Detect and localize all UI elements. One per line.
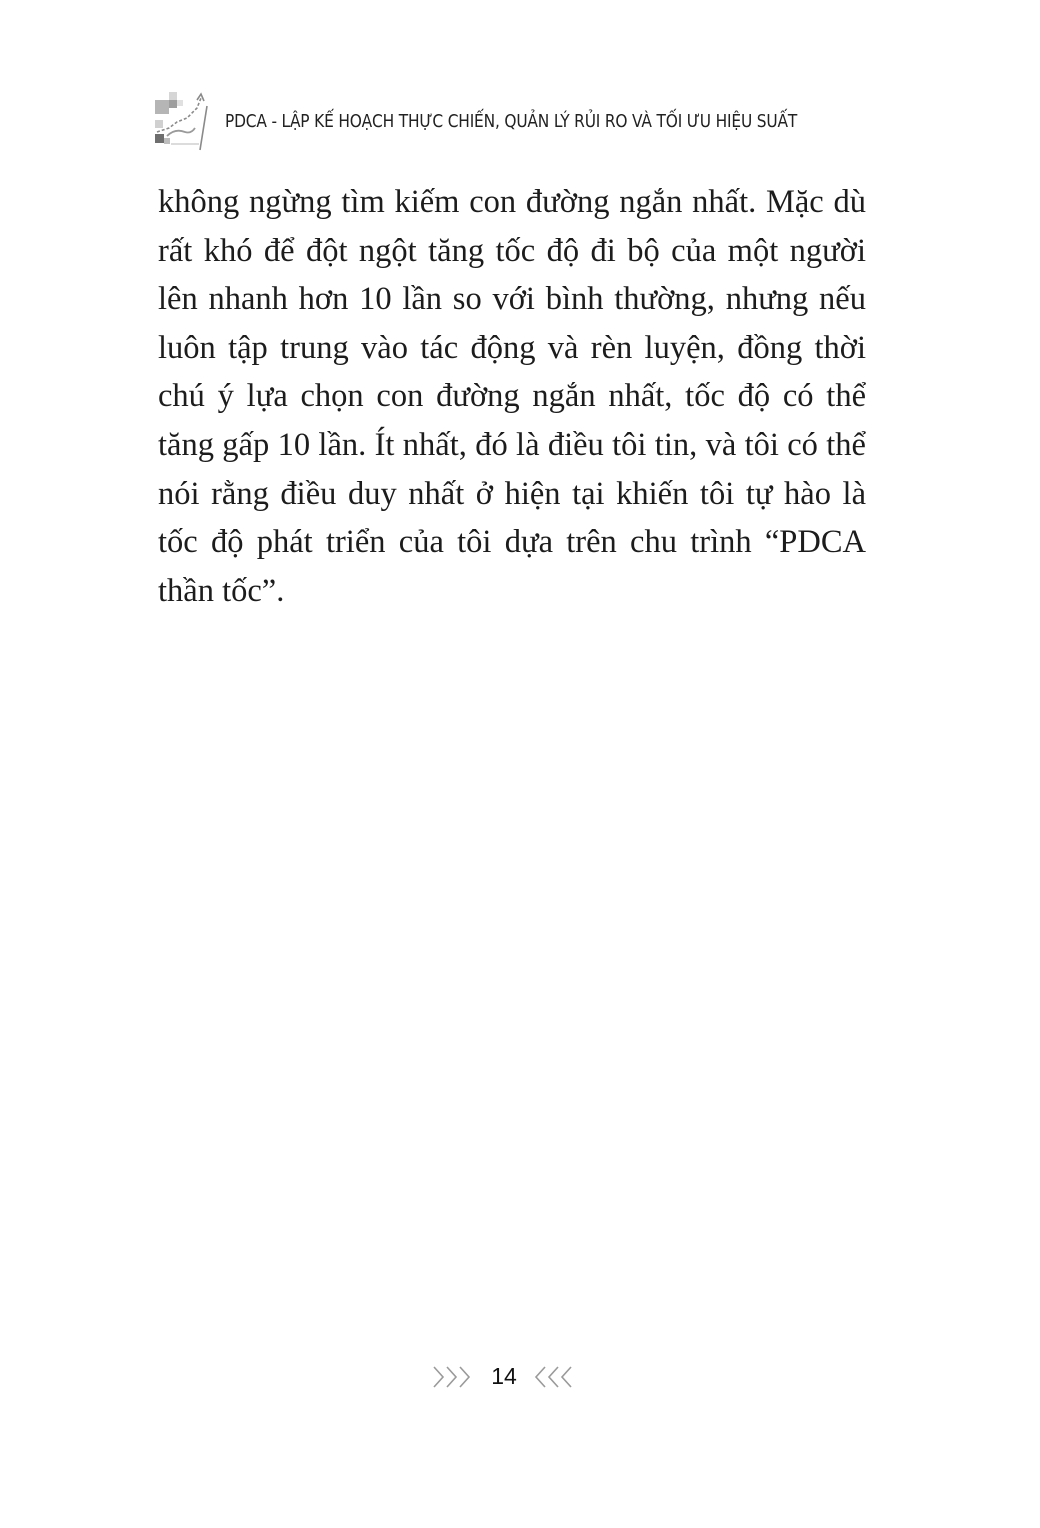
body-text <box>158 178 866 615</box>
header-title: PDCA - LẬP KẾ HOẠCH THỰC CHIẾN, QUẢN LÝ RỦI RO VÀ TỐI ƯU HIỆU SUẤT <box>225 112 798 132</box>
pdca-growth-chart-icon <box>153 88 211 152</box>
page-footer <box>0 1360 1040 1396</box>
running-header <box>153 88 893 152</box>
page-number: 14 <box>491 1363 517 1389</box>
triple-chevron-left-icon <box>532 1364 574 1390</box>
triple-chevron-right-icon <box>432 1364 474 1390</box>
body-paragraph: không ngừng tìm kiếm con đường ngắn nhất. Mặc dù rất khó để đột ngột tăng tốc độ đi bộ của một người lên nhanh hơn 10 lần so với bình thường, nhưng nếu luôn tập trung vào tác động và rèn luyện, đồng thời chú ý lựa chọn con đường ngắn nhất, tốc độ có thể tăng gấp 10 lần. Ít nhất, đó là điều tôi tin, và tôi có thể nói rằng điều duy nhất ở hiện tại khiến tôi tự hào là tốc độ phát triển của tôi dựa trên chu trình “PDCA thần tốc”. <box>158 184 866 609</box>
